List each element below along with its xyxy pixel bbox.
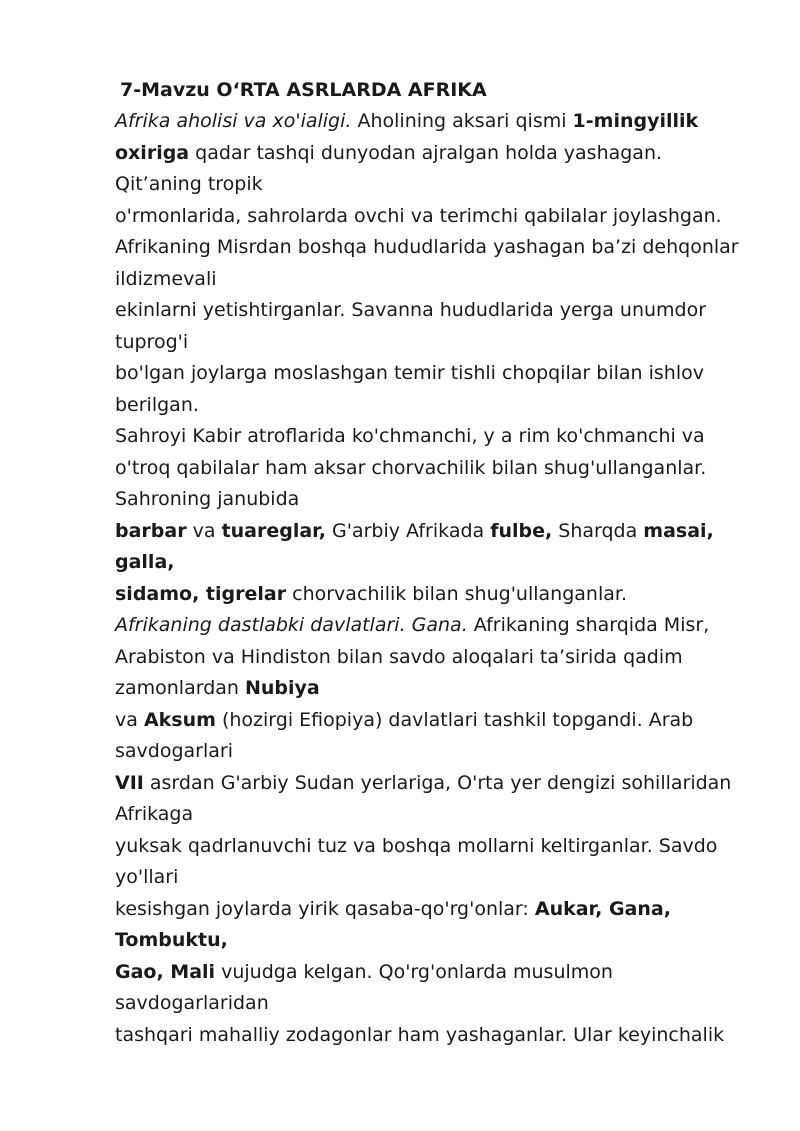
page-title: 7-Mavzu O‘RTA ASRLARDA AFRIKA bbox=[120, 79, 487, 101]
text-run: ildizmevali bbox=[115, 267, 217, 290]
text-run: vujudga kelgan. Qo'rg'onlarda musulmon bbox=[215, 960, 613, 983]
text-run: yo'llari bbox=[115, 866, 179, 888]
text-line bbox=[115, 707, 693, 733]
text-line bbox=[115, 864, 178, 890]
text-line bbox=[115, 392, 199, 418]
text-run: masai, bbox=[643, 519, 714, 542]
text-run: oxiriga bbox=[115, 141, 190, 164]
text-run: yuksak qadrlanuvchi tuz va boshqa mollarni keltirganlar. Savdo bbox=[115, 834, 718, 857]
text-run: savdogarlari bbox=[115, 740, 233, 762]
text-line bbox=[115, 770, 731, 796]
text-run: Afrikaning Misrdan boshqa hududlarida yashagan ba’zi dehqonlar bbox=[115, 236, 739, 258]
text-run: (hozirgi Efiopiya) davlatlari tashkil topgandi. Arab bbox=[215, 708, 694, 731]
text-run: Afrikaga bbox=[115, 803, 194, 825]
text-run: Sahroyi Kabir atroflarida ko'chmanchi, y a rim ko'chmanchi va bbox=[115, 425, 705, 447]
text-run: va bbox=[115, 708, 144, 731]
text-run: Tombuktu, bbox=[115, 929, 228, 951]
text-run: fulbe, bbox=[490, 519, 553, 542]
text-run: G'arbiy Afrikada bbox=[325, 519, 491, 542]
text-line bbox=[115, 738, 233, 764]
text-run: o'rmonlarida, sahrolarda ovchi va terimchi qabilalar joylashgan. bbox=[115, 204, 722, 227]
text-run: tuareglar, bbox=[221, 519, 326, 542]
text-run: berilgan. bbox=[115, 393, 199, 416]
text-run: chorvachilik bilan shug'ullanganlar. bbox=[286, 582, 627, 605]
text-run: zamonlardan bbox=[115, 677, 245, 699]
text-line bbox=[115, 990, 269, 1016]
text-line bbox=[115, 234, 739, 260]
text-run: asrdan G'arbiy Sudan yerlariga, O'rta yer dengizi sohillaridan bbox=[143, 771, 732, 794]
text-run: galla, bbox=[115, 551, 175, 573]
text-line bbox=[115, 140, 662, 166]
text-run: va bbox=[186, 519, 222, 542]
text-run: savdogarlaridan bbox=[115, 992, 269, 1014]
text-run: tashqari mahalliy zodagonlar ham yashaganlar. Ular keyinchalik bbox=[115, 1023, 725, 1046]
text-run: o'troq qabilalar ham aksar chorvachilik bilan shug'ullanganlar. bbox=[115, 456, 707, 479]
text-run: sidamo, tigrelar bbox=[115, 582, 287, 605]
text-run: Aukar, Gana, bbox=[534, 897, 671, 920]
text-line bbox=[115, 108, 698, 134]
text-line bbox=[115, 518, 714, 544]
text-run: VII bbox=[115, 771, 144, 794]
text-run: barbar bbox=[115, 519, 187, 542]
text-run: Aksum bbox=[143, 708, 216, 731]
text-run: Gao, Mali bbox=[115, 960, 216, 983]
text-line bbox=[115, 297, 706, 323]
text-line bbox=[115, 171, 263, 197]
text-line bbox=[115, 612, 709, 638]
text-line bbox=[115, 644, 683, 670]
text-run: Arabiston va Hindiston bilan savdo aloqalari ta’sirida qadim bbox=[115, 645, 683, 668]
text-line bbox=[115, 266, 217, 292]
text-line bbox=[115, 203, 722, 229]
text-run: 1-mingyillik bbox=[572, 110, 699, 132]
text-run: Sahroning janubida bbox=[115, 488, 300, 510]
text-line bbox=[115, 455, 706, 481]
text-line bbox=[115, 549, 175, 575]
text-line bbox=[115, 927, 228, 953]
text-line bbox=[115, 329, 188, 355]
text-run: bo'lgan joylarga moslashgan temir tishli chopqilar bilan ishlov bbox=[115, 362, 704, 384]
text-line bbox=[115, 581, 627, 607]
text-run: tuprog'i bbox=[115, 330, 189, 353]
text-line bbox=[115, 486, 299, 512]
text-line bbox=[115, 833, 717, 859]
text-run: Afrika aholisi va xo'ialigi. bbox=[115, 110, 352, 132]
text-run: Sharqda bbox=[552, 519, 644, 542]
text-run: qadar tashqi dunyodan ajralgan holda yashagan. bbox=[189, 141, 663, 164]
text-run: Nubiya bbox=[244, 677, 320, 699]
text-line bbox=[115, 959, 613, 985]
text-run: Aholining aksari qismi bbox=[351, 110, 573, 132]
text-run: ekinlarni yetishtirganlar. Savanna hududlarida yerga unumdor bbox=[115, 299, 707, 321]
text-line bbox=[115, 423, 705, 449]
text-line bbox=[115, 896, 671, 922]
text-run: Qit’aning tropik bbox=[115, 173, 263, 195]
text-run: Afrikaning dastlabki davlatlari. Gana. bbox=[115, 614, 468, 636]
text-run: Afrikaning sharqida Misr, bbox=[467, 614, 710, 636]
text-line bbox=[115, 1022, 724, 1048]
text-line bbox=[115, 801, 193, 827]
text-line bbox=[115, 675, 320, 701]
text-run: kesishgan joylarda yirik qasaba-qo'rg'onlar: bbox=[115, 897, 535, 920]
text-line bbox=[115, 360, 704, 386]
